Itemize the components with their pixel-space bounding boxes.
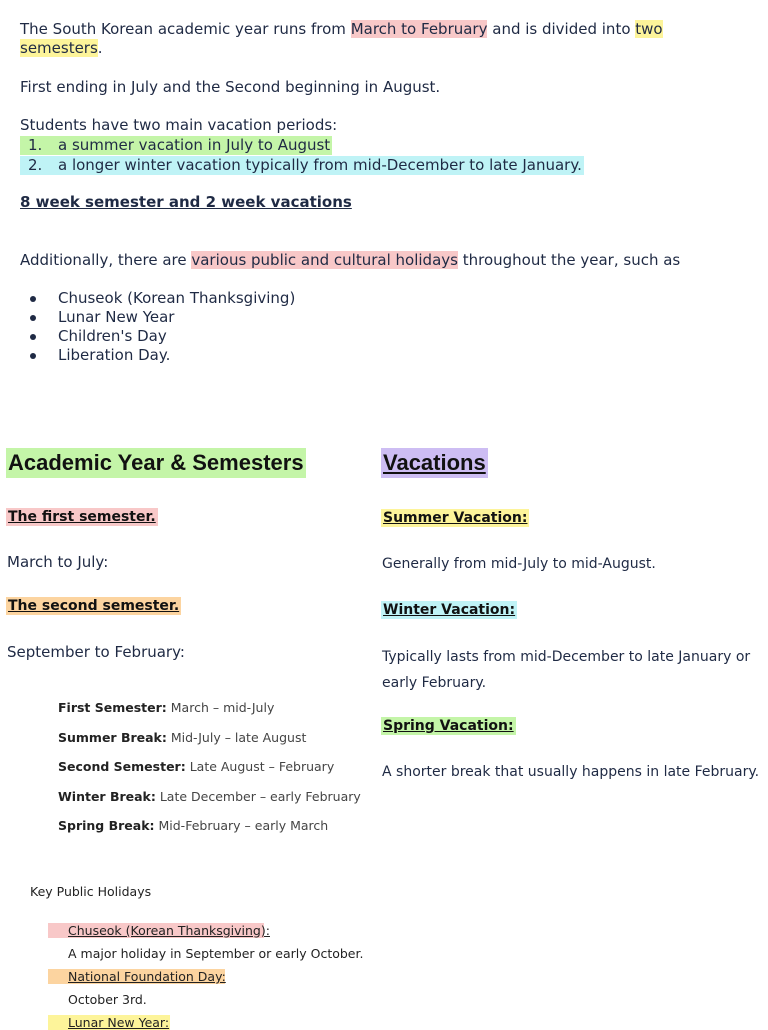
list-item: Children's Day — [20, 327, 295, 346]
list-item: 2. a longer winter vacation typically from mid-December to late January. — [20, 156, 584, 175]
intro-paragraph-5: Additionally, there are various public and cultural holidays throughout the year, such as — [20, 251, 681, 269]
first-semester-label: The first semester. — [8, 509, 156, 525]
holiday-foundation-label: National Foundation Day: — [48, 969, 225, 984]
schedule-spring-break: Spring Break: Mid-February – early March — [58, 818, 329, 833]
bullet-icon — [30, 334, 36, 340]
intro-paragraph-1: The South Korean academic year runs from March to February and is divided into two — [20, 20, 663, 38]
summer-vacation-text: Generally from mid-July to mid-August. — [382, 556, 656, 572]
highlight-march-to-february: March to February — [350, 20, 488, 38]
second-semester-text: September to February: — [7, 643, 185, 661]
winter-vacation-text-cont: early February. — [382, 675, 487, 691]
summer-vacation-label: Summer Vacation: — [383, 510, 528, 526]
list-item: Chuseok (Korean Thanksgiving) — [20, 289, 295, 308]
key-holidays-title: Key Public Holidays — [30, 884, 152, 899]
spring-vacation-text: A shorter break that usually happens in late February. — [382, 764, 760, 780]
intro-paragraph-1-cont: semesters. — [20, 39, 103, 57]
winter-vacation-label: Winter Vacation: — [383, 602, 516, 618]
spring-vacation-label: Spring Vacation: — [383, 718, 514, 734]
holiday-foundation-desc: October 3rd. — [68, 992, 147, 1007]
holiday-bullet-list — [20, 289, 295, 365]
academic-year-heading: Academic Year & Semesters — [6, 448, 306, 478]
list-item: Liberation Day. — [20, 346, 295, 365]
second-semester-label: The second semester. — [8, 598, 180, 614]
intro-paragraph-2: First ending in July and the Second beginning in August. — [20, 78, 441, 96]
intro-paragraph-3: Students have two main vacation periods: — [20, 116, 338, 134]
highlight-two: two — [635, 20, 663, 38]
winter-vacation-text: Typically lasts from mid-December to late January or — [382, 649, 751, 665]
list-item: Lunar New Year — [20, 308, 295, 327]
holiday-lunar-label: Lunar New Year: — [48, 1015, 170, 1030]
bullet-icon — [30, 353, 36, 359]
semester-summary: 8 week semester and 2 week vacations — [20, 193, 352, 211]
bullet-icon — [30, 296, 36, 302]
highlight-semesters: semesters — [20, 39, 98, 57]
highlight-public-holidays: various public and cultural holidays — [191, 251, 458, 269]
holiday-chuseok-desc: A major holiday in September or early October. — [68, 946, 364, 961]
schedule-winter-break: Winter Break: Late December – early February — [58, 789, 361, 804]
vacation-list — [20, 135, 584, 175]
schedule-second-semester: Second Semester: Late August – February — [58, 759, 335, 774]
vacations-heading: Vacations — [381, 448, 488, 478]
bullet-icon — [30, 315, 36, 321]
holiday-chuseok-label: Chuseok (Korean Thanksgiving): — [48, 923, 264, 938]
first-semester-text: March to July: — [7, 553, 109, 571]
list-item: 1. a summer vacation in July to August — [20, 136, 332, 155]
schedule-summer-break: Summer Break: Mid-July – late August — [58, 730, 307, 745]
schedule-first-semester: First Semester: March – mid-July — [58, 700, 275, 715]
